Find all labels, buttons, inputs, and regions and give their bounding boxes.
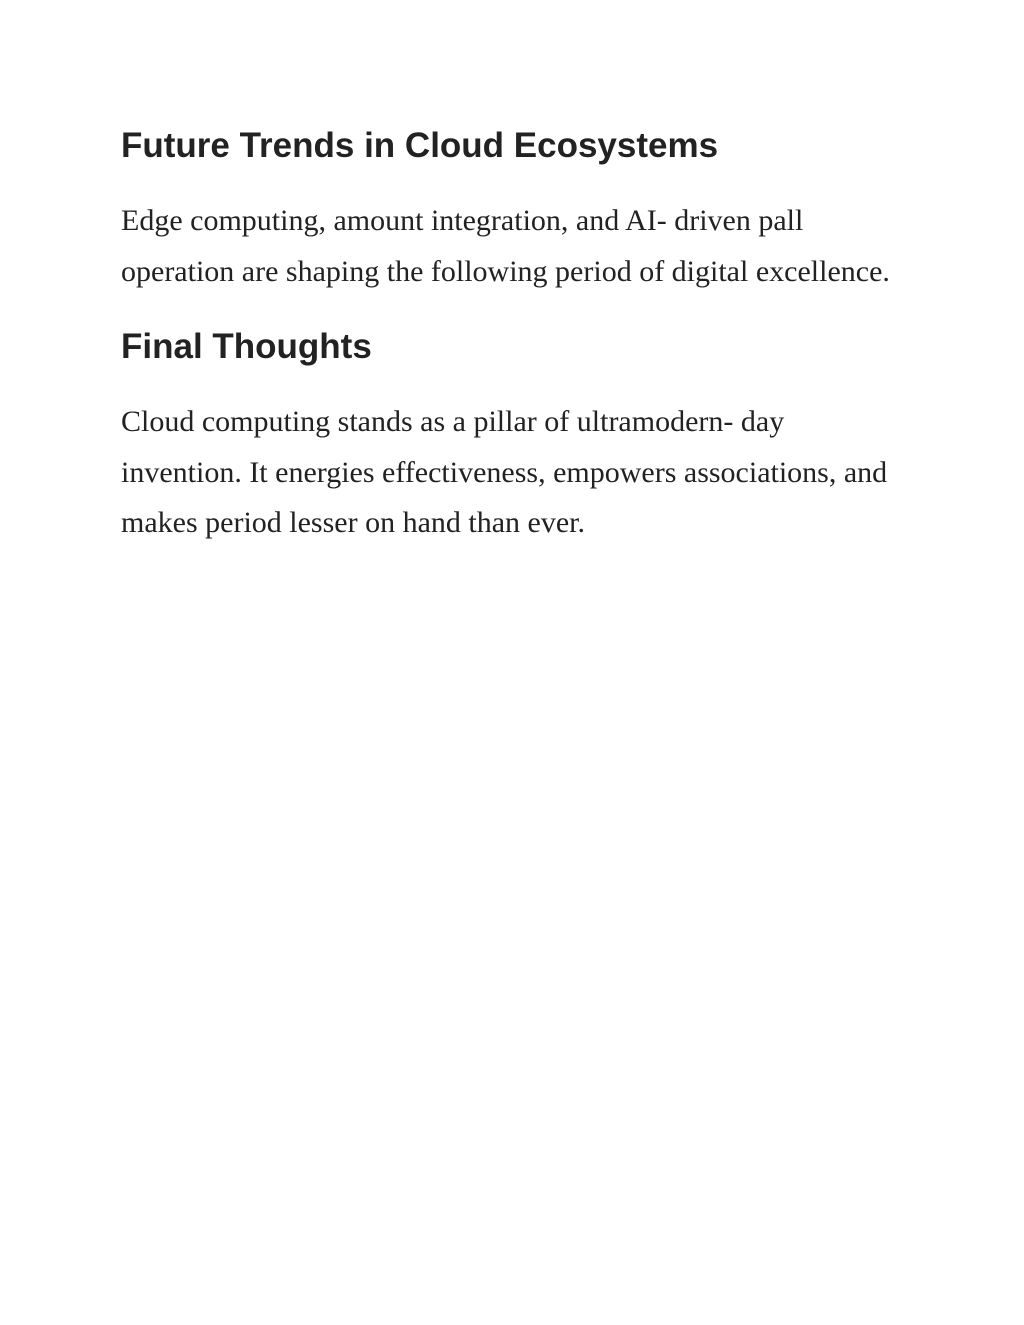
- section-paragraph: Cloud computing stands as a pillar of ultramodern- day invention. It energies effectiveness, empowers associations, and makes period lesser on hand than ever.: [121, 405, 888, 539]
- section-heading: Final Thoughts: [121, 327, 372, 366]
- section-heading: Future Trends in Cloud Ecosystems: [121, 126, 719, 165]
- section-final-thoughts: [121, 325, 911, 549]
- document-page: [121, 124, 911, 549]
- section-paragraph: Edge computing, amount integration, and AI- driven pall operation are shaping the following period of digital excellence.: [121, 204, 890, 288]
- section-future-trends: [121, 124, 911, 297]
